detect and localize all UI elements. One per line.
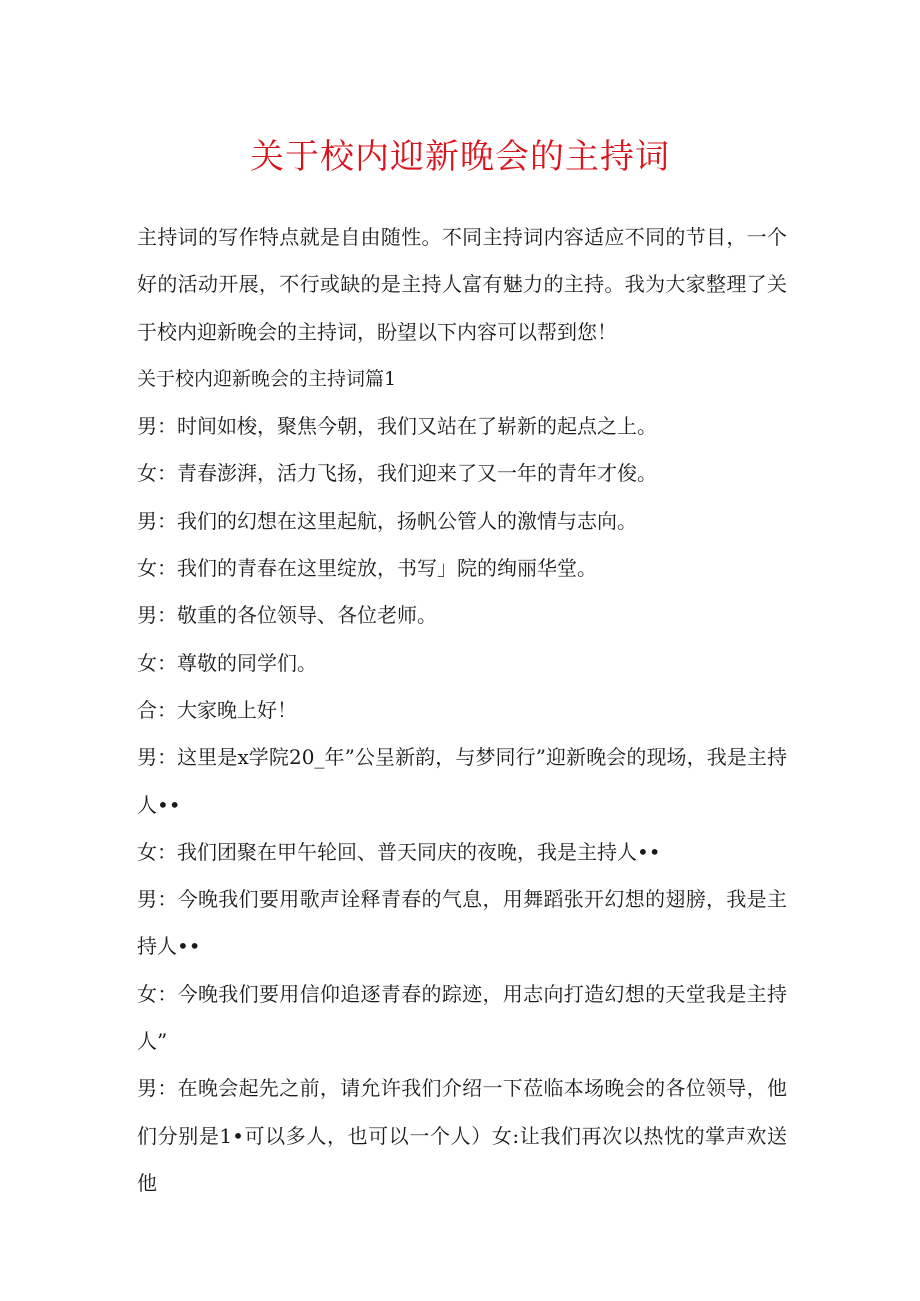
dialogue-line: 女：尊敬的同学们。 <box>137 650 317 675</box>
intro-paragraph: 主持词的写作特点就是自由随性。不同主持词内容适应不同的节目，一个好的活动开展，不行或缺的是主持人富有魅力的主持。我为大家整理了关于校内迎新晚会的主持词，盼望以下内容可以帮到您！ <box>137 225 787 344</box>
dialogue-line: 女：今晚我们要用信仰追逐青春的踪迹，用志向打造幻想的天堂我是主持人” <box>137 981 787 1054</box>
dialogue-line: 男：敬重的各位领导、各位老师。 <box>137 603 437 628</box>
dialogue-line: 女：青春澎湃，活力飞扬，我们迎来了又一年的青年才俊。 <box>137 461 657 486</box>
dialogue-line: 男：今晚我们要用歌声诠释青春的气息，用舞蹈张开幻想的翅膀，我是主持人•• <box>137 887 787 959</box>
dialogue-line: 男：时间如梭，聚焦今朝，我们又站在了崭新的起点之上。 <box>137 414 657 439</box>
document-title: 关于校内迎新晚会的主持词 <box>250 137 670 177</box>
dialogue-line: 男：我们的幻想在这里起航，扬帆公管人的激情与志向。 <box>137 508 637 533</box>
dialogue-line: 女：我们团聚在甲午轮回、普天同庆的夜晚，我是主持人•• <box>137 839 661 864</box>
section-heading: 关于校内迎新晚会的主持词篇1 <box>137 367 397 390</box>
dialogue-line: 男：在晚会起先之前，请允许我们介绍一下莅临本场晚会的各位领导，他们分别是1•可以多人，也可以一个人）女:让我们再次以热忱的掌声欢送他 <box>137 1076 787 1195</box>
dialogue-line: 男：这里是x学院20_年”公呈新韵，与梦同行”迎新晚会的现场，我是主持人•• <box>137 745 787 817</box>
dialogue-line: 女：我们的青春在这里绽放，书写」院的绚丽华堂。 <box>137 556 597 581</box>
dialogue-line: 合：大家晚上好！ <box>137 697 297 722</box>
document-body <box>137 214 787 1207</box>
